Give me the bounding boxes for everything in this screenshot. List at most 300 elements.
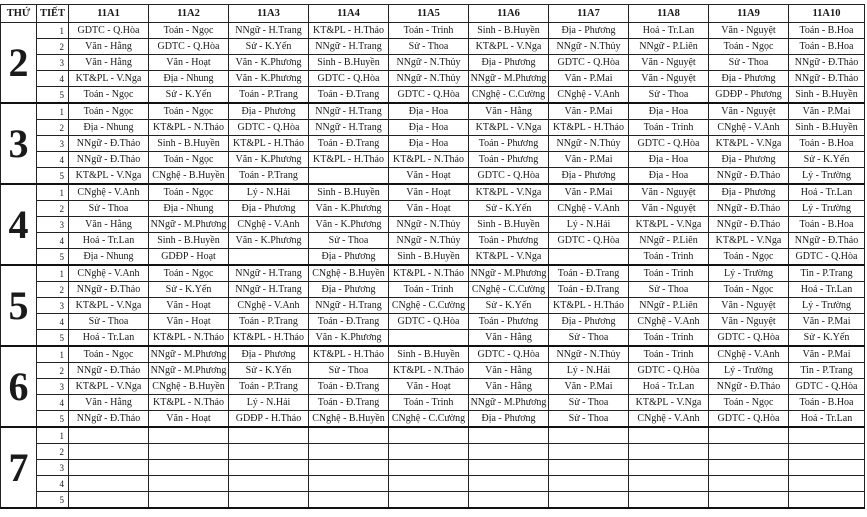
lesson-cell: KT&PL - V.Nga <box>69 71 149 87</box>
lesson-cell: NNgữ - H.Trang <box>309 298 389 314</box>
lesson-cell <box>389 444 469 460</box>
lesson-cell: Văn - Nguyệt <box>629 201 709 217</box>
lesson-cell: Địa - Phương <box>709 184 789 201</box>
lesson-cell: CNghệ - V.Anh <box>629 411 709 428</box>
lesson-cell: NNgữ - H.Trang <box>229 23 309 39</box>
lesson-cell <box>389 330 469 347</box>
class-header: 11A10 <box>789 5 865 23</box>
lesson-cell: Sử - Thoa <box>69 201 149 217</box>
lesson-cell: NNgữ - H.Trang <box>309 120 389 136</box>
table-row <box>1 201 865 217</box>
lesson-cell <box>789 427 865 444</box>
timetable-body <box>1 23 865 509</box>
lesson-cell: Toán - B.Hoa <box>789 217 865 233</box>
lesson-cell: Toán - Trinh <box>389 395 469 411</box>
lesson-cell: Lý - Trường <box>789 201 865 217</box>
period-number: 1 <box>37 427 69 444</box>
lesson-cell: Toán - Phương <box>469 233 549 249</box>
lesson-cell: Sử - K.Yến <box>789 330 865 347</box>
lesson-cell: Toán - Trinh <box>629 265 709 282</box>
lesson-cell: NNgữ - Đ.Thảo <box>789 233 865 249</box>
lesson-cell <box>469 492 549 509</box>
period-number: 1 <box>37 184 69 201</box>
period-number: 3 <box>37 298 69 314</box>
lesson-cell: Toán - Phương <box>469 314 549 330</box>
table-row <box>1 298 865 314</box>
lesson-cell: Văn - P.Mai <box>789 103 865 120</box>
lesson-cell <box>709 427 789 444</box>
lesson-cell: GDTC - Q.Hòa <box>789 249 865 266</box>
lesson-cell: Toán - Trinh <box>629 346 709 363</box>
lesson-cell: CNghệ - B.Huyền <box>149 168 229 185</box>
period-number: 3 <box>37 379 69 395</box>
lesson-cell: Địa - Nhung <box>69 249 149 266</box>
table-row <box>1 460 865 476</box>
lesson-cell: GDĐP - H.Thảo <box>229 411 309 428</box>
lesson-cell: Sử - K.Yến <box>149 282 229 298</box>
lesson-cell: NNgữ - P.Liên <box>629 298 709 314</box>
period-number: 4 <box>37 233 69 249</box>
lesson-cell: Văn - Hằng <box>469 330 549 347</box>
lesson-cell: NNgữ - Đ.Thảo <box>789 55 865 71</box>
lesson-cell: Văn - Hằng <box>69 217 149 233</box>
period-number: 5 <box>37 330 69 347</box>
lesson-cell <box>709 492 789 509</box>
lesson-cell: Sử - Thoa <box>629 282 709 298</box>
lesson-cell: GDTC - Q.Hòa <box>469 168 549 185</box>
lesson-cell: Địa - Phương <box>469 411 549 428</box>
lesson-cell: Tin - P.Trang <box>789 265 865 282</box>
lesson-cell: NNgữ - M.Phương <box>469 71 549 87</box>
lesson-cell <box>69 460 149 476</box>
lesson-cell: Văn - Hoạt <box>389 201 469 217</box>
lesson-cell: GDTC - Q.Hòa <box>789 379 865 395</box>
lesson-cell: Địa - Phương <box>709 71 789 87</box>
lesson-cell: KT&PL - H.Thảo <box>309 152 389 168</box>
class-header: 11A1 <box>69 5 149 23</box>
lesson-cell: KT&PL - V.Nga <box>469 120 549 136</box>
lesson-cell: GDĐP - Hoạt <box>149 249 229 266</box>
timetable <box>0 4 865 509</box>
table-row <box>1 168 865 185</box>
lesson-cell: KT&PL - H.Thảo <box>229 330 309 347</box>
lesson-cell: Toán - P.Trang <box>229 314 309 330</box>
lesson-cell: Sinh - B.Huyền <box>389 249 469 266</box>
lesson-cell: Địa - Phương <box>549 314 629 330</box>
period-number: 2 <box>37 363 69 379</box>
period-number: 5 <box>37 249 69 266</box>
class-header: 11A6 <box>469 5 549 23</box>
lesson-cell: KT&PL - V.Nga <box>69 379 149 395</box>
lesson-cell: Sinh - B.Huyền <box>309 184 389 201</box>
period-number: 3 <box>37 460 69 476</box>
table-row <box>1 476 865 492</box>
lesson-cell: CNghệ - V.Anh <box>69 265 149 282</box>
lesson-cell: CNghệ - V.Anh <box>709 346 789 363</box>
lesson-cell <box>549 492 629 509</box>
lesson-cell: Văn - K.Phương <box>229 55 309 71</box>
table-row <box>1 136 865 152</box>
lesson-cell: Toán - P.Trang <box>229 168 309 185</box>
lesson-cell: CNghệ - V.Anh <box>549 201 629 217</box>
lesson-cell <box>229 444 309 460</box>
table-row <box>1 395 865 411</box>
day-label: 7 <box>1 427 37 508</box>
lesson-cell: Địa - Phương <box>549 168 629 185</box>
lesson-cell: CNghệ - V.Anh <box>69 184 149 201</box>
lesson-cell: Địa - Phương <box>229 346 309 363</box>
lesson-cell <box>69 427 149 444</box>
period-number: 5 <box>37 87 69 104</box>
lesson-cell <box>309 460 389 476</box>
day-label: 2 <box>1 23 37 104</box>
lesson-cell: CNghệ - B.Huyền <box>309 411 389 428</box>
lesson-cell: Toán - P.Trang <box>229 87 309 104</box>
lesson-cell: Văn - Hoạt <box>389 379 469 395</box>
lesson-cell: Toán - Trinh <box>629 120 709 136</box>
lesson-cell: Toán - Ngọc <box>709 395 789 411</box>
lesson-cell: Sử - Thoa <box>629 87 709 104</box>
lesson-cell: Địa - Hoa <box>629 168 709 185</box>
lesson-cell: Toán - Trinh <box>389 282 469 298</box>
table-row <box>1 39 865 55</box>
lesson-cell: CNghệ - B.Huyền <box>149 379 229 395</box>
lesson-cell: Hoá - Tr.Lan <box>69 330 149 347</box>
lesson-cell: Hoá - Tr.Lan <box>789 184 865 201</box>
lesson-cell <box>549 460 629 476</box>
lesson-cell: Văn - K.Phương <box>229 152 309 168</box>
lesson-cell: Sử - K.Yến <box>229 39 309 55</box>
lesson-cell: Sử - K.Yến <box>469 298 549 314</box>
lesson-cell: GDTC - Q.Hòa <box>549 55 629 71</box>
lesson-cell: Toán - P.Trang <box>229 379 309 395</box>
lesson-cell: Sử - K.Yến <box>149 87 229 104</box>
lesson-cell: Văn - Nguyệt <box>709 314 789 330</box>
lesson-cell: KT&PL - N.Thảo <box>149 120 229 136</box>
lesson-cell <box>549 427 629 444</box>
lesson-cell <box>549 444 629 460</box>
lesson-cell: NNgữ - Đ.Thảo <box>69 411 149 428</box>
lesson-cell: KT&PL - H.Thảo <box>229 136 309 152</box>
lesson-cell <box>389 476 469 492</box>
lesson-cell: Văn - P.Mai <box>549 71 629 87</box>
lesson-cell: Lý - N.Hải <box>549 217 629 233</box>
lesson-cell <box>469 476 549 492</box>
lesson-cell: GDTC - Q.Hòa <box>469 346 549 363</box>
table-row <box>1 314 865 330</box>
lesson-cell <box>229 427 309 444</box>
lesson-cell <box>309 168 389 185</box>
lesson-cell: Toán - Ngọc <box>149 184 229 201</box>
table-row <box>1 282 865 298</box>
period-number: 4 <box>37 395 69 411</box>
lesson-cell: Toán - Đ.Trang <box>309 136 389 152</box>
lesson-cell: Địa - Hoa <box>629 152 709 168</box>
lesson-cell: Địa - Phương <box>469 55 549 71</box>
class-header: 11A5 <box>389 5 469 23</box>
lesson-cell: NNgữ - Đ.Thảo <box>789 71 865 87</box>
lesson-cell: CNghệ - V.Anh <box>549 87 629 104</box>
table-row <box>1 346 865 363</box>
lesson-cell <box>229 460 309 476</box>
lesson-cell: Văn - P.Mai <box>549 379 629 395</box>
period-number: 4 <box>37 314 69 330</box>
lesson-cell <box>69 492 149 509</box>
lesson-cell <box>629 492 709 509</box>
lesson-cell: KT&PL - N.Thảo <box>149 395 229 411</box>
lesson-cell: Địa - Nhung <box>149 201 229 217</box>
period-number: 4 <box>37 71 69 87</box>
period-number: 3 <box>37 136 69 152</box>
lesson-cell: GDTC - Q.Hòa <box>389 314 469 330</box>
lesson-cell <box>789 476 865 492</box>
lesson-cell: Toán - Phương <box>469 136 549 152</box>
lesson-cell: NNgữ - H.Trang <box>229 265 309 282</box>
period-number: 1 <box>37 346 69 363</box>
lesson-cell: Sinh - B.Huyền <box>149 136 229 152</box>
lesson-cell: NNgữ - N.Thủy <box>389 233 469 249</box>
lesson-cell: NNgữ - H.Trang <box>309 39 389 55</box>
lesson-cell: NNgữ - M.Phương <box>149 346 229 363</box>
lesson-cell: Văn - K.Phương <box>309 330 389 347</box>
lesson-cell: Địa - Phương <box>229 103 309 120</box>
table-row <box>1 87 865 104</box>
lesson-cell: KT&PL - V.Nga <box>469 184 549 201</box>
lesson-cell: NNgữ - Đ.Thảo <box>69 282 149 298</box>
lesson-cell: Địa - Nhung <box>149 71 229 87</box>
table-row <box>1 184 865 201</box>
lesson-cell: Toán - Ngọc <box>149 23 229 39</box>
class-header: 11A8 <box>629 5 709 23</box>
lesson-cell: KT&PL - V.Nga <box>709 136 789 152</box>
period-number: 3 <box>37 55 69 71</box>
lesson-cell: Lý - N.Hải <box>229 395 309 411</box>
lesson-cell <box>309 476 389 492</box>
table-row <box>1 249 865 266</box>
lesson-cell: Sử - Thoa <box>389 39 469 55</box>
lesson-cell: GDTC - Q.Hòa <box>709 411 789 428</box>
lesson-cell: KT&PL - V.Nga <box>69 168 149 185</box>
lesson-cell: NNgữ - Đ.Thảo <box>69 363 149 379</box>
lesson-cell: KT&PL - N.Thảo <box>149 330 229 347</box>
lesson-cell: Văn - Hằng <box>469 103 549 120</box>
lesson-cell <box>629 476 709 492</box>
lesson-cell: Văn - P.Mai <box>549 184 629 201</box>
lesson-cell: NNgữ - N.Thủy <box>389 71 469 87</box>
lesson-cell: GDTC - Q.Hòa <box>149 39 229 55</box>
lesson-cell: KT&PL - V.Nga <box>469 249 549 266</box>
table-row <box>1 444 865 460</box>
lesson-cell: Toán - Ngọc <box>709 249 789 266</box>
lesson-cell: Địa - Hoa <box>389 136 469 152</box>
lesson-cell: KT&PL - N.Thảo <box>389 265 469 282</box>
lesson-cell <box>709 476 789 492</box>
lesson-cell: Địa - Phương <box>549 23 629 39</box>
lesson-cell: GDTC - Q.Hòa <box>229 120 309 136</box>
period-number: 5 <box>37 411 69 428</box>
lesson-cell <box>389 427 469 444</box>
lesson-cell: Địa - Phương <box>709 152 789 168</box>
lesson-cell: Toán - Đ.Trang <box>309 87 389 104</box>
lesson-cell: KT&PL - H.Thảo <box>309 23 389 39</box>
lesson-cell: Lý - Trường <box>789 168 865 185</box>
lesson-cell: Toán - Ngọc <box>709 39 789 55</box>
lesson-cell: Văn - Nguyệt <box>709 103 789 120</box>
lesson-cell: Toán - Trinh <box>389 23 469 39</box>
lesson-cell: GDĐP - Phương <box>709 87 789 104</box>
table-row <box>1 492 865 509</box>
period-number: 1 <box>37 23 69 39</box>
lesson-cell: Lý - Trường <box>789 298 865 314</box>
lesson-cell <box>389 492 469 509</box>
class-header: 11A4 <box>309 5 389 23</box>
period-number: 3 <box>37 217 69 233</box>
lesson-cell: Toán - Trinh <box>629 330 709 347</box>
lesson-cell: Toán - Ngọc <box>69 87 149 104</box>
lesson-cell: Sử - Thoa <box>549 411 629 428</box>
lesson-cell: Sử - Thoa <box>309 233 389 249</box>
lesson-cell: Sinh - B.Huyền <box>469 217 549 233</box>
lesson-cell: Văn - Nguyệt <box>629 184 709 201</box>
lesson-cell: NNgữ - N.Thủy <box>389 55 469 71</box>
lesson-cell: Sinh - B.Huyền <box>789 87 865 104</box>
period-number: 4 <box>37 476 69 492</box>
lesson-cell <box>149 444 229 460</box>
period-number: 5 <box>37 168 69 185</box>
lesson-cell: NNgữ - Đ.Thảo <box>709 201 789 217</box>
class-header: 11A3 <box>229 5 309 23</box>
lesson-cell <box>549 476 629 492</box>
lesson-cell: CNghệ - C.Cường <box>469 282 549 298</box>
lesson-cell: Lý - N.Hải <box>229 184 309 201</box>
lesson-cell: NNgữ - M.Phương <box>149 363 229 379</box>
lesson-cell: Sử - Thoa <box>69 314 149 330</box>
lesson-cell: NNgữ - Đ.Thảo <box>709 168 789 185</box>
lesson-cell: GDTC - Q.Hòa <box>389 87 469 104</box>
lesson-cell: Văn - Hoạt <box>149 55 229 71</box>
period-number: 1 <box>37 103 69 120</box>
lesson-cell: Văn - Hằng <box>69 39 149 55</box>
lesson-cell: NNgữ - Đ.Thảo <box>69 136 149 152</box>
lesson-cell: Sử - Thoa <box>709 55 789 71</box>
period-number: 2 <box>37 39 69 55</box>
lesson-cell: Địa - Hoa <box>629 103 709 120</box>
lesson-cell <box>549 249 629 266</box>
lesson-cell: GDTC - Q.Hòa <box>549 233 629 249</box>
class-header: 11A7 <box>549 5 629 23</box>
table-row <box>1 152 865 168</box>
lesson-cell <box>629 427 709 444</box>
lesson-cell: Toán - B.Hoa <box>789 395 865 411</box>
lesson-cell <box>309 444 389 460</box>
lesson-cell <box>229 476 309 492</box>
lesson-cell <box>149 460 229 476</box>
lesson-cell: Toán - Ngọc <box>69 103 149 120</box>
lesson-cell: NNgữ - H.Trang <box>309 103 389 120</box>
lesson-cell: Toán - Đ.Trang <box>309 379 389 395</box>
lesson-cell: Văn - K.Phương <box>229 233 309 249</box>
lesson-cell: Toán - Phương <box>469 152 549 168</box>
lesson-cell <box>469 427 549 444</box>
lesson-cell: Hoá - Tr.Lan <box>789 282 865 298</box>
lesson-cell: Sinh - B.Huyền <box>149 233 229 249</box>
lesson-cell: Văn - Nguyệt <box>629 71 709 87</box>
table-row <box>1 71 865 87</box>
lesson-cell <box>709 460 789 476</box>
lesson-cell: NNgữ - Đ.Thảo <box>709 379 789 395</box>
lesson-cell <box>229 492 309 509</box>
table-row <box>1 411 865 428</box>
lesson-cell <box>389 460 469 476</box>
lesson-cell <box>469 460 549 476</box>
lesson-cell: Toán - Ngọc <box>149 265 229 282</box>
lesson-cell <box>149 427 229 444</box>
lesson-cell: Sinh - B.Huyền <box>309 55 389 71</box>
lesson-cell <box>789 492 865 509</box>
lesson-cell: CNghệ - C.Cường <box>389 411 469 428</box>
day-label: 3 <box>1 103 37 184</box>
table-row <box>1 233 865 249</box>
lesson-cell: Văn - Hoạt <box>149 314 229 330</box>
lesson-cell <box>69 444 149 460</box>
lesson-cell: GDTC - Q.Hòa <box>629 363 709 379</box>
lesson-cell: Toán - Ngọc <box>149 103 229 120</box>
lesson-cell: CNghệ - C.Cường <box>389 298 469 314</box>
table-row <box>1 103 865 120</box>
lesson-cell: GDTC - Q.Hòa <box>69 23 149 39</box>
lesson-cell: CNghệ - V.Anh <box>629 314 709 330</box>
day-label: 4 <box>1 184 37 265</box>
lesson-cell <box>229 249 309 266</box>
lesson-cell: Hoá - Tr.Lan <box>629 23 709 39</box>
lesson-cell: Địa - Phương <box>309 282 389 298</box>
lesson-cell: NNgữ - Đ.Thảo <box>709 217 789 233</box>
lesson-cell: Địa - Phương <box>229 201 309 217</box>
lesson-cell: Tin - P.Trang <box>789 363 865 379</box>
table-row <box>1 23 865 39</box>
lesson-cell <box>789 444 865 460</box>
lesson-cell <box>629 460 709 476</box>
lesson-cell: Văn - Hằng <box>469 363 549 379</box>
lesson-cell <box>69 476 149 492</box>
lesson-cell: NNgữ - P.Liên <box>629 39 709 55</box>
lesson-cell: Toán - Ngọc <box>709 282 789 298</box>
lesson-cell: KT&PL - V.Nga <box>709 233 789 249</box>
lesson-cell: NNgữ - P.Liên <box>629 233 709 249</box>
lesson-cell: Toán - B.Hoa <box>789 136 865 152</box>
lesson-cell: Sử - Thoa <box>549 330 629 347</box>
lesson-cell: Sử - Thoa <box>309 363 389 379</box>
period-number: 2 <box>37 444 69 460</box>
day-label: 5 <box>1 265 37 346</box>
lesson-cell: Văn - Hằng <box>469 379 549 395</box>
lesson-cell: CNghệ - B.Huyền <box>309 265 389 282</box>
lesson-cell: Văn - Hoạt <box>389 184 469 201</box>
lesson-cell: Toán - Đ.Trang <box>549 265 629 282</box>
day-column-header: THỨ <box>1 5 37 23</box>
lesson-cell: Văn - Hoạt <box>149 411 229 428</box>
lesson-cell <box>709 444 789 460</box>
lesson-cell: KT&PL - N.Thảo <box>389 363 469 379</box>
lesson-cell: Lý - Trường <box>709 265 789 282</box>
lesson-cell <box>789 460 865 476</box>
lesson-cell: Toán - Đ.Trang <box>309 395 389 411</box>
lesson-cell: Địa - Nhung <box>69 120 149 136</box>
lesson-cell: Hoá - Tr.Lan <box>69 233 149 249</box>
lesson-cell: Địa - Hoa <box>389 103 469 120</box>
period-number: 4 <box>37 152 69 168</box>
lesson-cell: CNghệ - V.Anh <box>709 120 789 136</box>
